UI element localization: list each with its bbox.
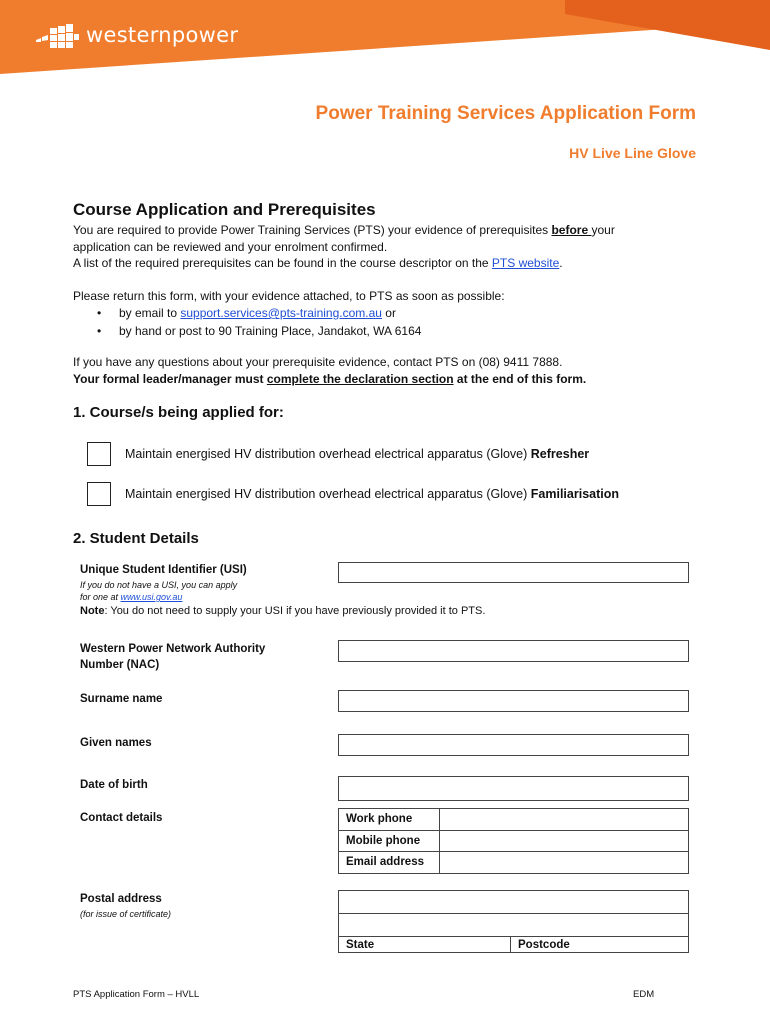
prereq-list-text: A list of the required prerequisites can be found in the course descriptor on the (73, 256, 492, 270)
nac-input[interactable] (338, 640, 689, 662)
contact-details-label: Contact details (80, 812, 163, 824)
dob-label: Date of birth (80, 779, 148, 791)
refresher-label: Maintain energised HV distribution overhead electrical apparatus (Glove) Refresher (125, 447, 590, 461)
nac-label: Western Power Network Authority Number (NAC) (80, 643, 266, 671)
mobile-phone-label: Mobile phone (339, 830, 440, 852)
mobile-phone-input[interactable] (440, 830, 689, 852)
footer-code: EDM (633, 989, 655, 1000)
prerequisites-paragraph (73, 222, 673, 272)
footer-form-name: PTS Application Form – HVLL (73, 989, 200, 1000)
leader-text-2: at the end of this form. (453, 372, 587, 386)
refresher-checkbox[interactable] (87, 442, 111, 466)
postcode-field[interactable]: Postcode (511, 937, 689, 953)
course-option-refresher[interactable] (87, 442, 589, 466)
questions-text: If you have any questions about your prerequisite evidence, contact PTS on (08) 9411 7888. (73, 355, 563, 369)
surname-input[interactable] (338, 690, 689, 712)
usi-help: If you do not have a USI, you can apply for one at www.usi.gov.au (80, 580, 238, 602)
westernpower-grid-logo-icon (36, 20, 80, 50)
prereq-period: . (559, 256, 563, 270)
usi-link[interactable]: www.usi.gov.au (120, 592, 183, 602)
leader-text-1: Your formal leader/manager must (73, 372, 267, 386)
contact-details-table (338, 808, 689, 874)
postal-address-table (338, 890, 689, 953)
email-address-input[interactable] (440, 852, 689, 874)
course-section-heading: Course Application and Prerequisites (73, 200, 376, 219)
section1-heading: 1. Course/s being applied for: (73, 404, 284, 421)
logo-text: westernpower (86, 23, 239, 47)
postal-address-label: Postal address (80, 893, 162, 905)
postal-address-line-1[interactable] (339, 891, 689, 914)
prereq-before: before (551, 223, 592, 237)
form-title: Power Training Services Application Form (315, 103, 696, 124)
postal-address-line-2[interactable] (339, 914, 689, 937)
prereq-text-2: your application can be reviewed and your enrolment confirmed. (73, 223, 615, 254)
state-field[interactable]: State (339, 937, 511, 953)
return-methods-list (95, 304, 421, 340)
dob-input[interactable] (338, 776, 689, 801)
usi-label: Unique Student Identifier (USI) (80, 564, 247, 576)
given-names-label: Given names (80, 737, 152, 749)
course-option-familiarisation[interactable] (87, 482, 619, 506)
form-subtitle: HV Live Line Glove (569, 145, 696, 161)
list-item (95, 304, 421, 322)
surname-label: Surname name (80, 693, 163, 705)
list-item: • by hand or post to 90 Training Place, Jandakot, WA 6164 (95, 322, 421, 340)
work-phone-input[interactable] (440, 809, 689, 831)
table-row (339, 830, 689, 852)
email-prefix: by email to (119, 306, 181, 320)
section2-heading: 2. Student Details (73, 530, 199, 547)
table-row (339, 852, 689, 874)
support-email-link[interactable]: support.services@pts-training.com.au (180, 306, 382, 320)
declaration-section-ref: complete the declaration section (266, 372, 454, 386)
email-suffix: or (381, 306, 396, 320)
table-row (339, 809, 689, 831)
table-row (339, 914, 689, 937)
prereq-text-1: You are required to provide Power Training Services (PTS) your evidence of prerequisites (73, 223, 552, 237)
return-instructions: Please return this form, with your evidence attached, to PTS as soon as possible: (73, 289, 505, 303)
usi-note: Note: You do not need to supply your USI if you have previously provided it to PTS. (80, 605, 486, 617)
familiarisation-checkbox[interactable] (87, 482, 111, 506)
postal-address-note: (for issue of certificate) (80, 909, 172, 919)
usi-input[interactable] (338, 562, 689, 583)
work-phone-label: Work phone (339, 809, 440, 831)
email-address-label: Email address (339, 852, 440, 874)
leader-declaration-note (73, 371, 586, 388)
westernpower-logo (36, 20, 238, 50)
familiarisation-label: Maintain energised HV distribution overhead electrical apparatus (Glove) Familiarisation (125, 487, 620, 501)
pts-website-link[interactable]: PTS website (491, 256, 560, 270)
given-names-input[interactable] (338, 734, 689, 756)
table-row (339, 891, 689, 914)
table-row (339, 937, 689, 953)
